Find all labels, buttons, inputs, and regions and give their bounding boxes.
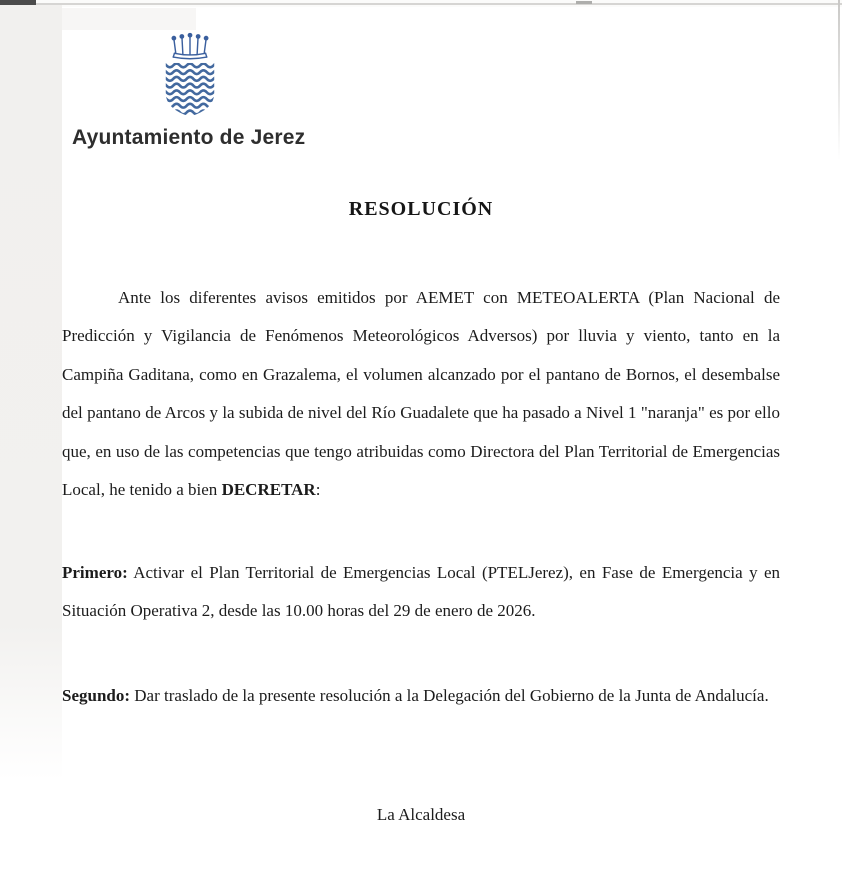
- org-name: Ayuntamiento de Jerez: [72, 126, 306, 149]
- jerez-crest-icon: [148, 26, 232, 120]
- scan-left-margin-strip: [0, 5, 62, 780]
- decree-item-primero: [62, 554, 780, 631]
- primero-label: Primero:: [62, 563, 128, 582]
- scan-top-tick: [576, 1, 592, 4]
- scan-top-hairline: [0, 3, 842, 5]
- decretar-keyword: DECRETAR: [221, 480, 316, 500]
- intro-text-end: :: [315, 480, 321, 500]
- signature-line: La Alcaldesa: [376, 805, 466, 824]
- segundo-label: Segundo:: [62, 686, 131, 705]
- crown-icon: [172, 34, 208, 59]
- intro-text: Ante los diferentes avisos emitidos por AEMET con METEOALERTA (Plan Nacional de Predicción y Vigilancia de Fenómenos Meteorológicos Adversos) por lluvia y viento, tanto en la Campiña Gaditana, como en Grazalema, el volumen alcanzado por el pantano de Bornos, el desembalse del pantano de Arcos y la subida de nivel del Río Guadalete que ha pasado a Nivel 1 "naranja" es por ello que, en uso de las competencias que tengo atribuidas como Directora del Plan Territorial de Emergencias Local, he tenido a bien: [62, 288, 780, 500]
- water-waves-icon: [160, 64, 220, 115]
- primero-text: Activar el Plan Territorial de Emergencias Local (PTELJerez), en Fase de Emergencia y en Situación Operativa 2, desde las 10.00 horas del 29 de enero de 2026.: [62, 563, 780, 621]
- city-hall-logo: [62, 26, 332, 150]
- intro-paragraph: [62, 279, 780, 509]
- scan-right-hairline: [838, 0, 840, 160]
- segundo-text: Dar traslado de la presente resolución a la Delegación del Gobierno de la Junta de Andalucía.: [130, 686, 769, 705]
- document-title: RESOLUCIÓN: [348, 198, 494, 220]
- decree-item-segundo: [62, 677, 780, 715]
